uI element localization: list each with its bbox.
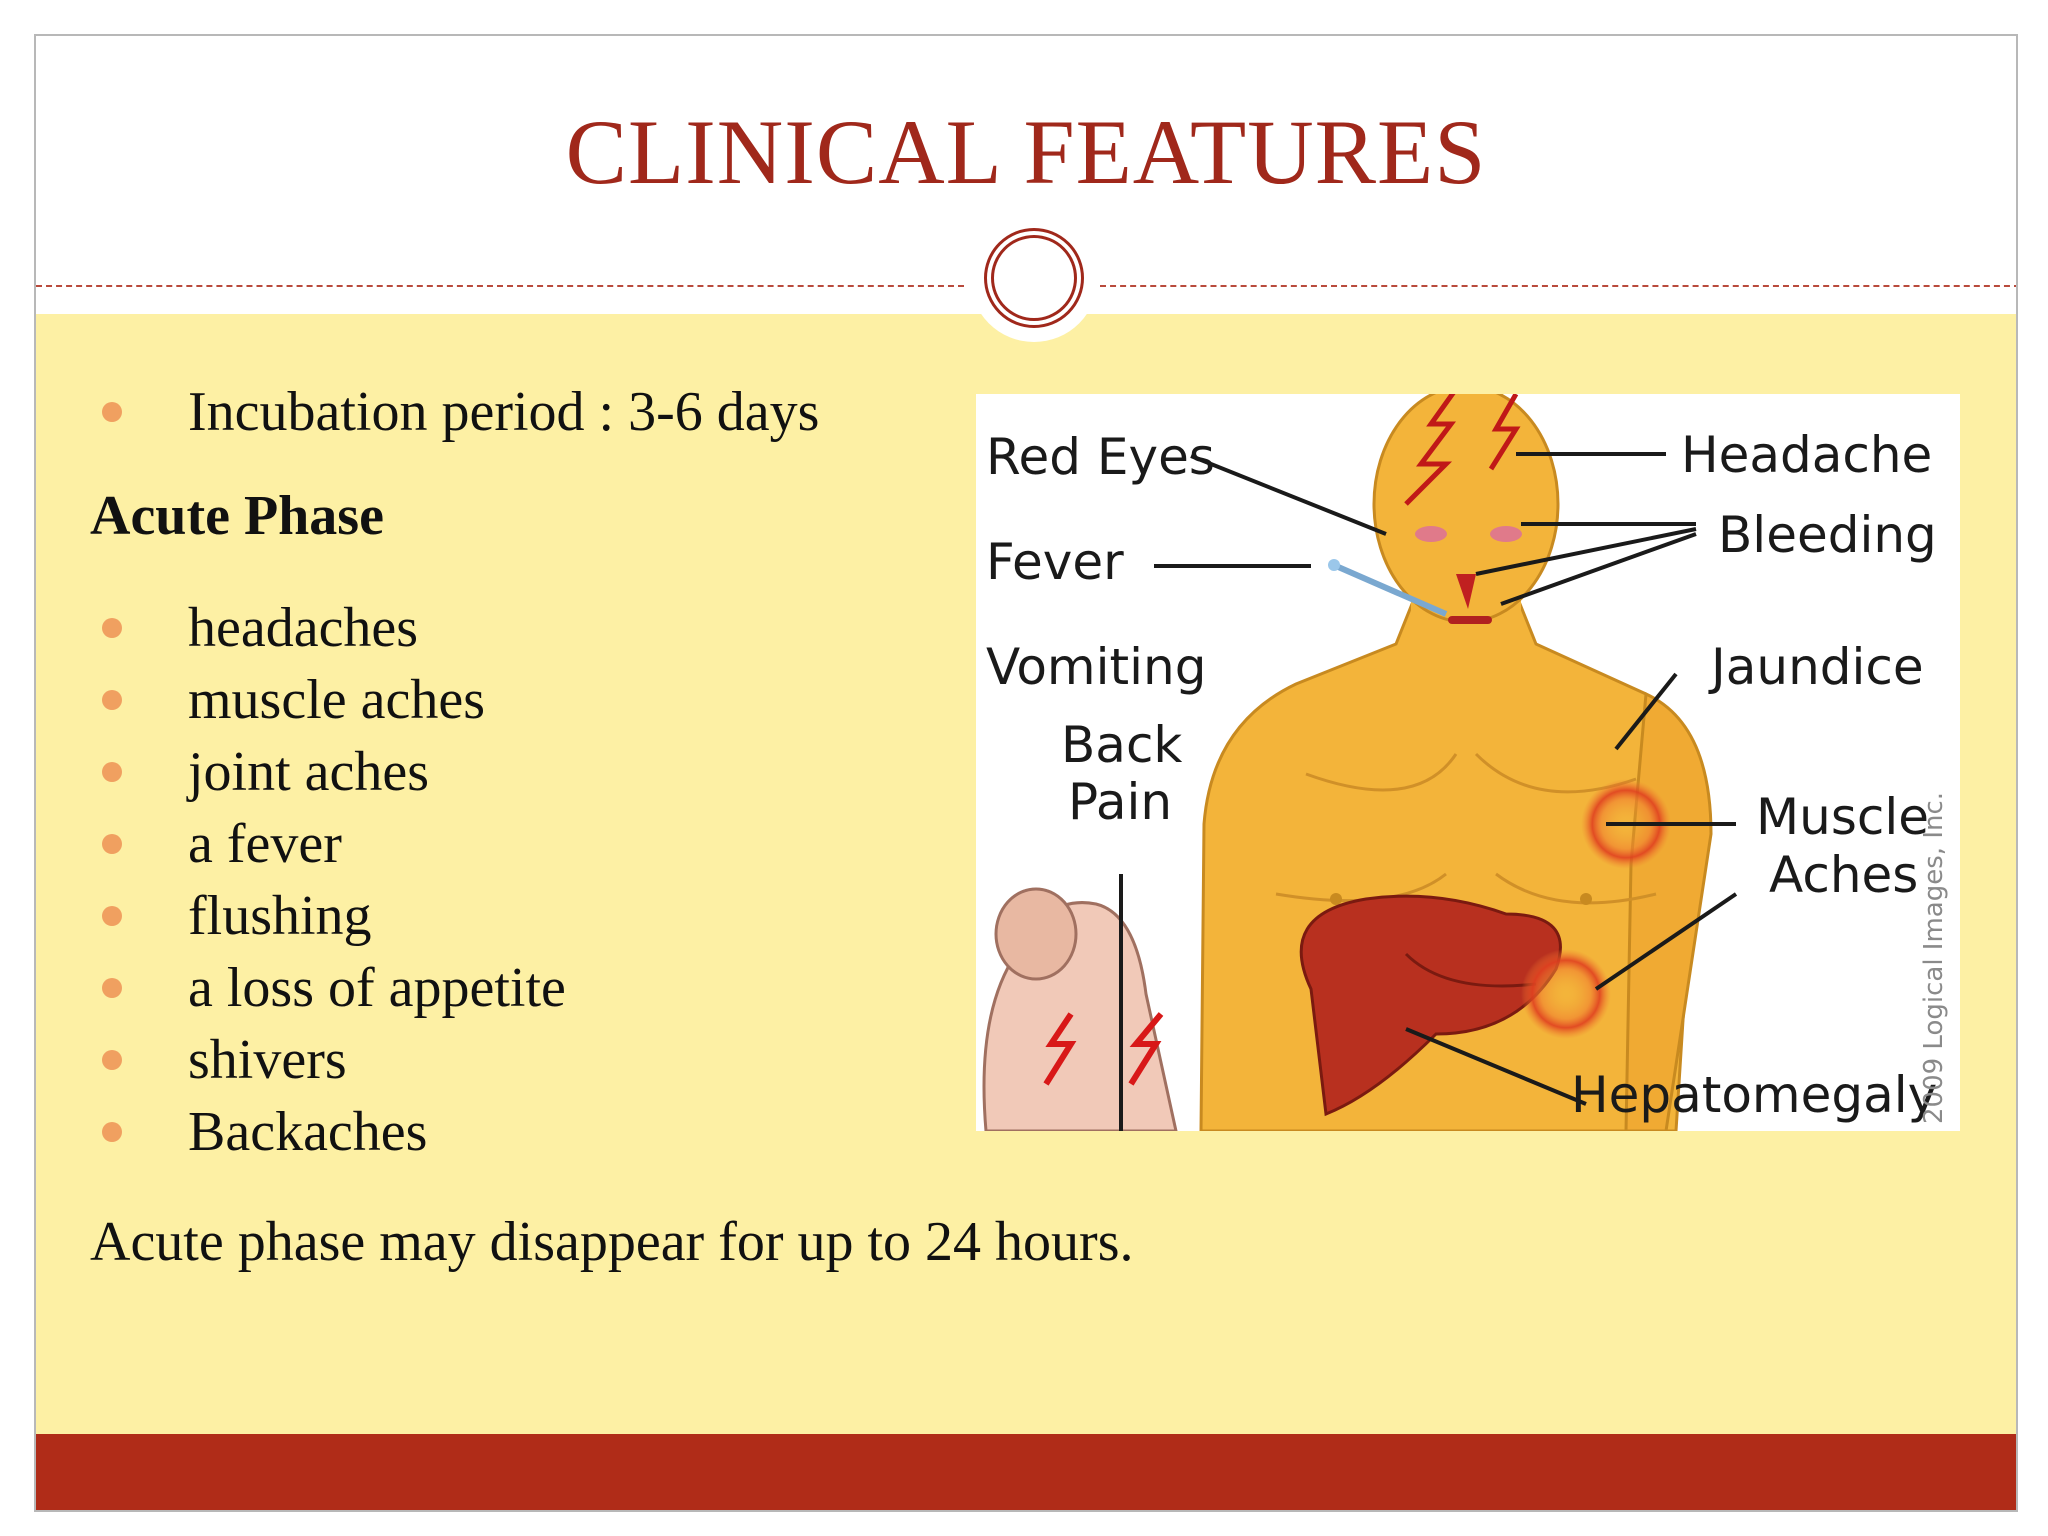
list-item-text: shivers [188, 1029, 347, 1091]
symptom-diagram [976, 394, 1960, 1131]
slide [34, 34, 2018, 1512]
incubation-text: Incubation period : 3-6 days [188, 381, 820, 443]
list-item-text: headaches [188, 597, 419, 659]
label-headache: Headache [1681, 426, 1933, 484]
acute-phase-heading: Acute Phase [90, 485, 384, 547]
label-hepatomegaly: Hepatomegaly [1571, 1066, 1938, 1124]
divider-left [36, 285, 964, 287]
list-item-text: a fever [188, 813, 342, 875]
list-item-text: Backaches [188, 1101, 428, 1163]
footer-bar [36, 1434, 2016, 1512]
copyright-watermark: 2009 Logical Images, Inc. [1919, 791, 1949, 1124]
label-bleeding: Bleeding [1718, 506, 1937, 564]
label-muscle: Muscle [1756, 788, 1930, 846]
bullet-icon [102, 978, 122, 998]
bullet-icon [102, 906, 122, 926]
bullet-icon [102, 402, 122, 422]
circle-ornament-icon [970, 214, 1098, 342]
label-vomiting: Vomiting [986, 638, 1207, 696]
label-back: Back [1061, 716, 1183, 774]
list-item-text: a loss of appetite [188, 957, 566, 1019]
label-aches: Aches [1769, 846, 1919, 904]
acute-phase-note: Acute phase may disappear for up to 24 hours. [90, 1211, 1134, 1273]
list-item-text: flushing [188, 885, 372, 947]
bullet-icon [102, 762, 122, 782]
divider-right [1100, 285, 2018, 287]
list-item-text: joint aches [188, 741, 430, 803]
bullet-icon [102, 1050, 122, 1070]
list-item-text: muscle aches [188, 669, 485, 731]
label-jaundice: Jaundice [1711, 638, 1924, 696]
label-red-eyes: Red Eyes [986, 428, 1215, 486]
bullet-icon [102, 690, 122, 710]
label-fever: Fever [986, 533, 1124, 591]
slide-title: CLINICAL FEATURES [565, 101, 1487, 203]
symptom-diagram-illustration [976, 394, 1960, 1131]
label-pain: Pain [1068, 773, 1173, 831]
bullet-icon [102, 1122, 122, 1142]
bullet-icon [102, 834, 122, 854]
bullet-icon [102, 618, 122, 638]
